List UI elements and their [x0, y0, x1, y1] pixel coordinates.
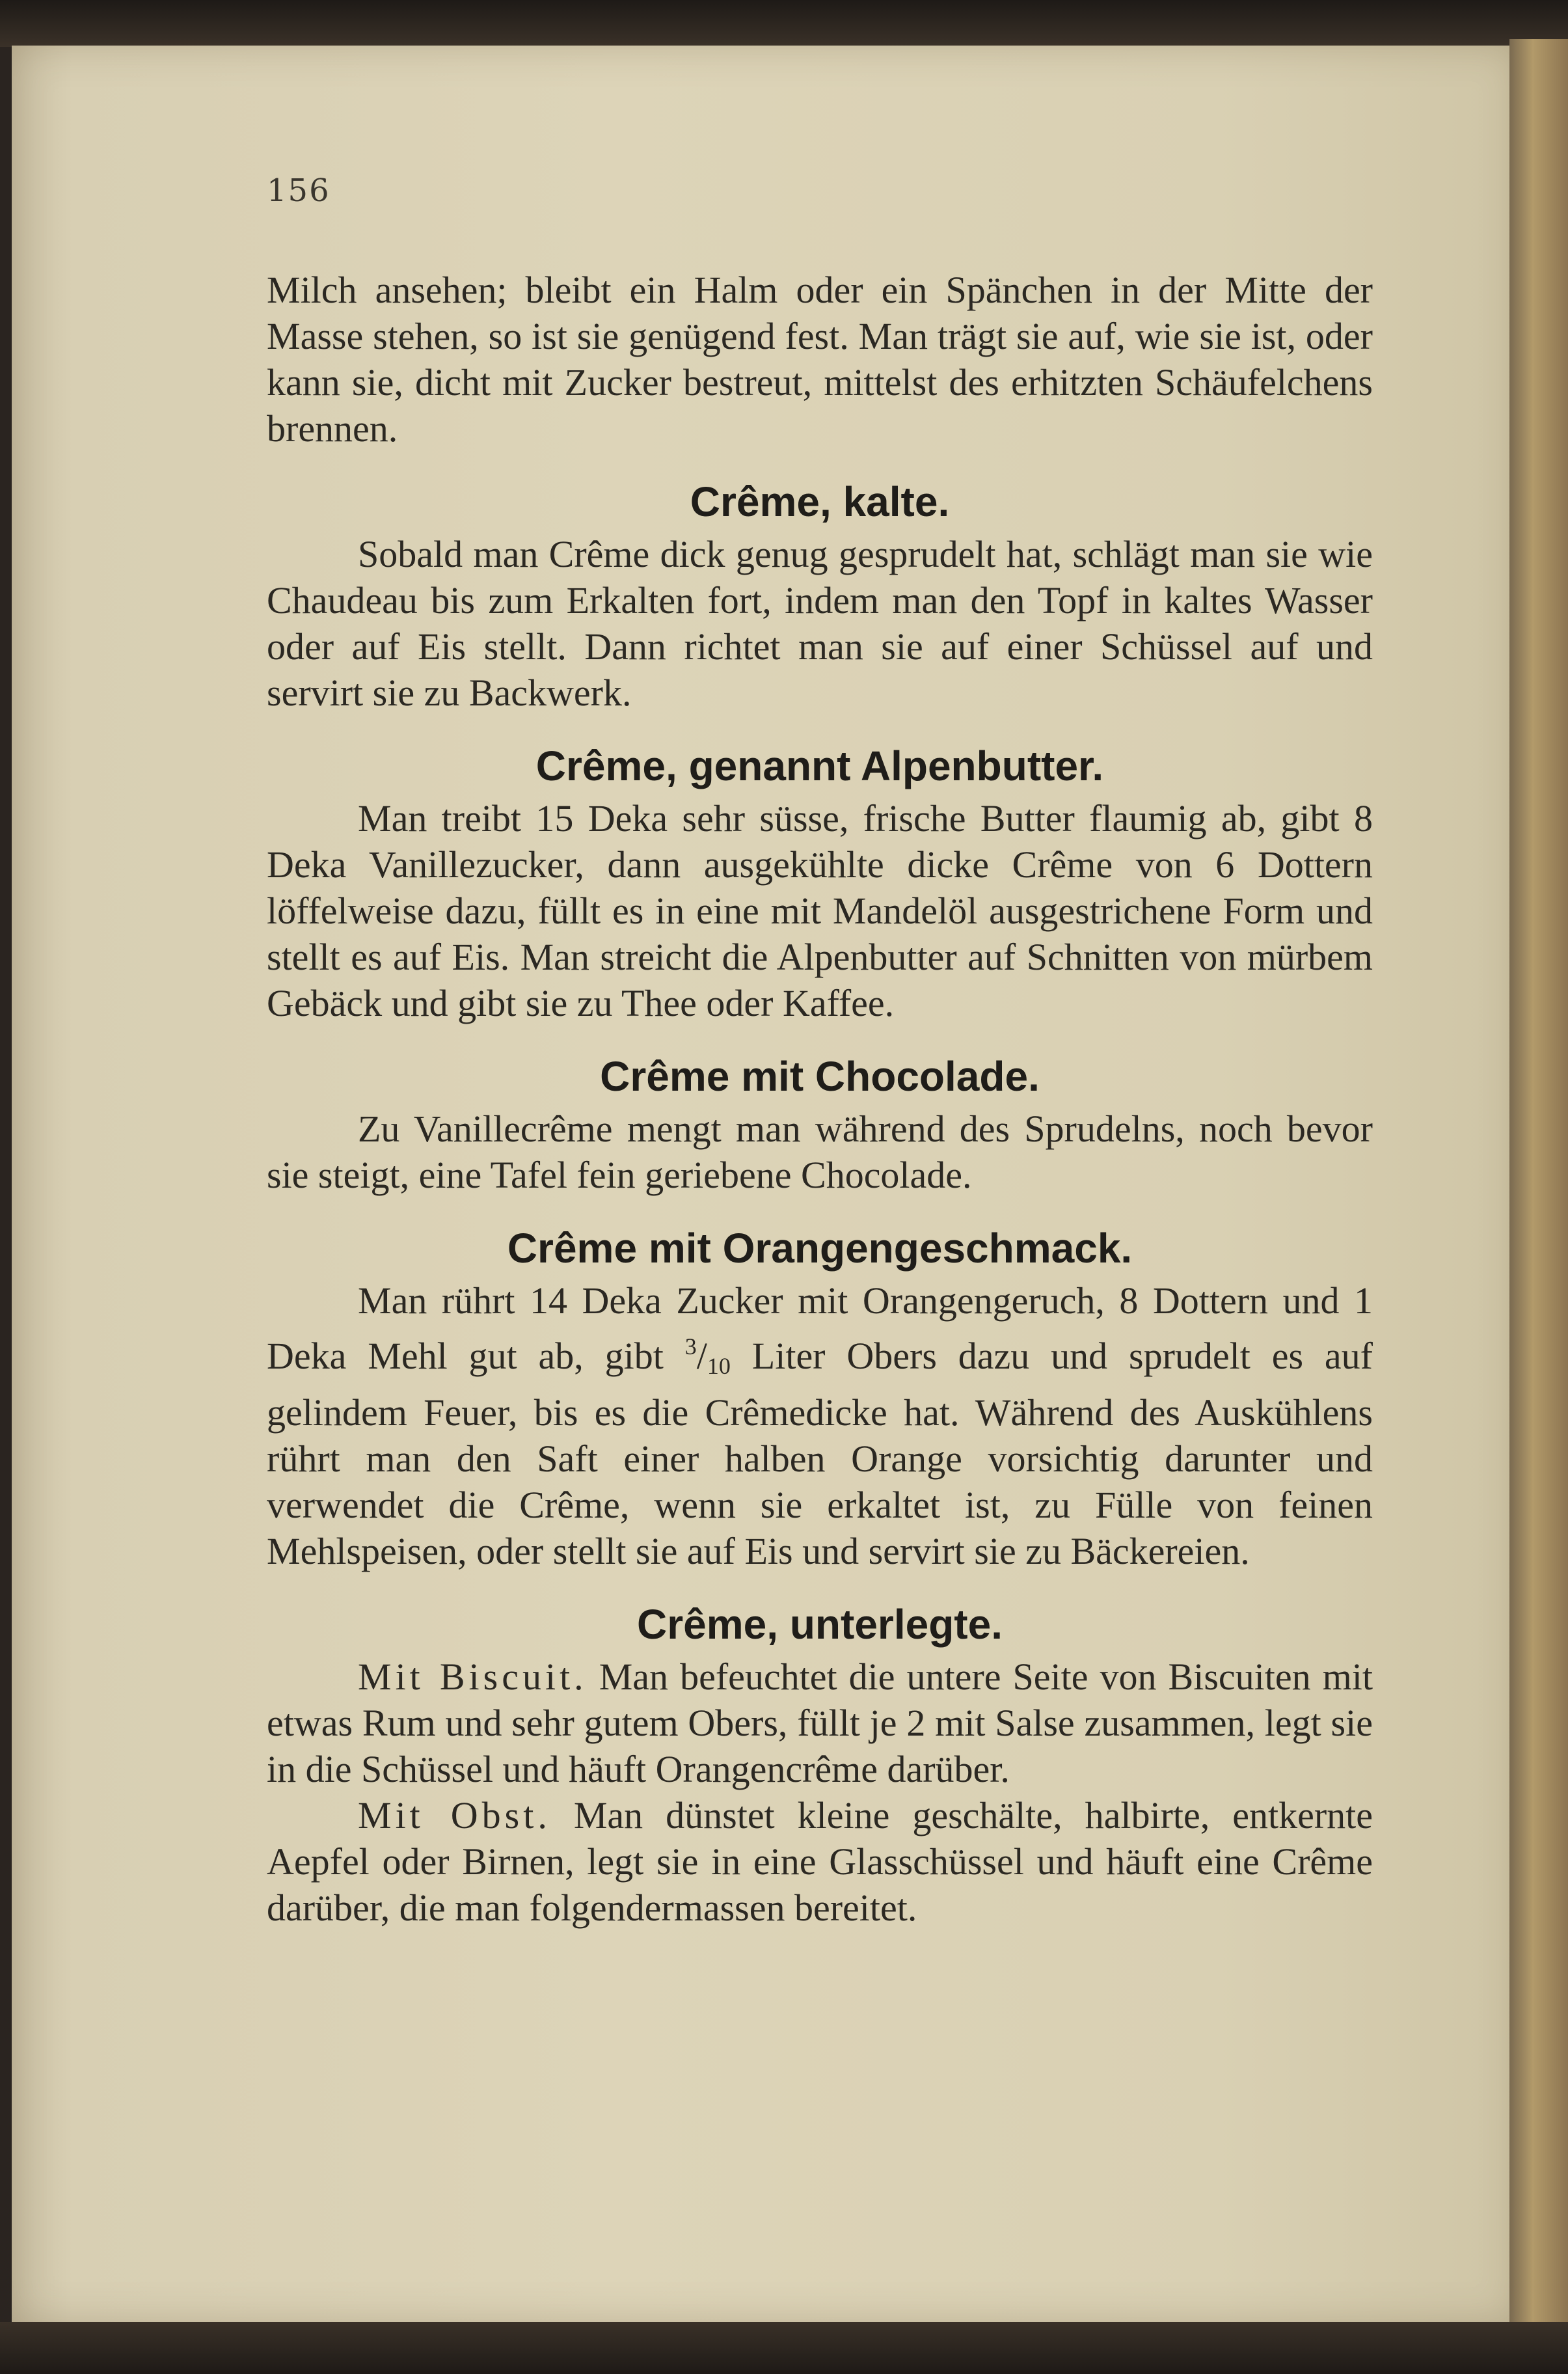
heading-chocolade: Crême mit Chocolade.: [600, 1053, 1040, 1100]
continued-paragraph: Milch ansehen; bleibt ein Halm oder ein Spänchen in der Mitte der Masse stehen, so ist sie genügend fest. Man trägt sie auf, wie sie ist, oder kann sie, dicht mit Zucker bestreut, mittelst des erhitzten Schäufelchens brennen.: [267, 269, 1373, 450]
lead-label-obst: Mit Obst.: [358, 1794, 551, 1836]
heading-orangengeschmack: Crême mit Orangengeschmack.: [507, 1225, 1133, 1272]
page-number: 156: [267, 172, 331, 209]
paragraph-alpenbutter: Man treibt 15 Deka sehr süsse, frische Butter flaumig ab, gibt 8 Deka Vanillezucker, dann ausgekühlte dicke Crême von 6 Dottern löffelweise dazu, füllt es in eine mit Mandelöl ausgestrichene Form und stellt es auf Eis. Man streicht die Alpenbutter auf Schnitten von mürbem Gebäck und gibt sie zu Thee oder Kaffee.: [267, 797, 1373, 1024]
paragraph-mit-obst: [267, 1792, 1373, 1931]
page-body: [267, 267, 1373, 1931]
top-binding-shadow: [0, 0, 1568, 47]
heading-alpenbutter: Crême, genannt Alpenbutter.: [535, 743, 1104, 789]
paragraph-orangengeschmack: Man rührt 14 Deka Zucker mit Orangengeruch, 8 Dottern und 1 Deka Mehl gut ab, gibt $^3/_{10}$ Liter Obers dazu und sprudelt es auf gelindem Feuer, bis es die Crêmedicke hat. Während des Auskühlens rührt man den Saft einer halben Orange vorsichtig darunter und verwendet die Crême, wenn sie erkaltet ist, zu Fülle von feinen Mehlspeisen, oder stellt sie auf Eis und servirt sie zu Bäckereien.: [267, 1279, 1373, 1572]
paragraph-chocolade: Zu Vanillecrême mengt man während des Sprudelns, noch bevor sie steigt, eine Tafel fein geriebene Chocolade.: [267, 1108, 1373, 1196]
text-segment: Man dünstet kleine geschälte, halbirte, entkernte Aepfel oder Birnen, legt sie in eine Glasschüssel und häuft eine Crême darüber, die man folgendermassen bereitet.: [267, 1794, 1373, 1929]
heading-unterlegte: Crême, unterlegte.: [637, 1601, 1003, 1648]
paragraph-creme-kalte: Sobald man Crême dick genug gesprudelt hat, schlägt man sie wie Chaudeau bis zum Erkalten fort, indem man den Topf in kaltes Wasser oder auf Eis stellt. Dann richtet man sie auf einer Schüssel auf und servirt sie zu Backwerk.: [267, 533, 1373, 714]
fraction-denominator: 10: [707, 1353, 731, 1379]
bottom-shadow: [0, 2322, 1568, 2374]
page-edge-stack: [1509, 39, 1568, 2323]
lead-label-biscuit: Mit Biscuit.: [358, 1656, 588, 1698]
text-segment: Man befeuchtet die untere Seite von Biscuiten mit etwas Rum und sehr gutem Obers, füllt je 2 mit Salse zusammen, legt sie in die Schüssel und häuft Orangencrême darüber.: [267, 1656, 1373, 1790]
fraction-numerator: 3: [684, 1333, 697, 1359]
text-segment: Man rührt 14 Deka Zucker mit Orangengeruch, 8 Dottern und 1 Deka Mehl gut ab, gibt: [267, 1279, 1373, 1377]
paragraph-mit-biscuit: [267, 1654, 1373, 1792]
text-segment: Liter Obers dazu und sprudelt es auf gelindem Feuer, bis es die Crêmedicke hat. Während des Auskühlens rührt man den Saft einer halben Orange vorsichtig darunter und verwendet die Crême, wenn sie erkaltet ist, zu Fülle von feinen Mehlspeisen, oder stellt sie auf Eis und servirt sie zu Bäckereien.: [267, 1335, 1373, 1572]
heading-creme-kalte: Crême, kalte.: [690, 478, 950, 525]
